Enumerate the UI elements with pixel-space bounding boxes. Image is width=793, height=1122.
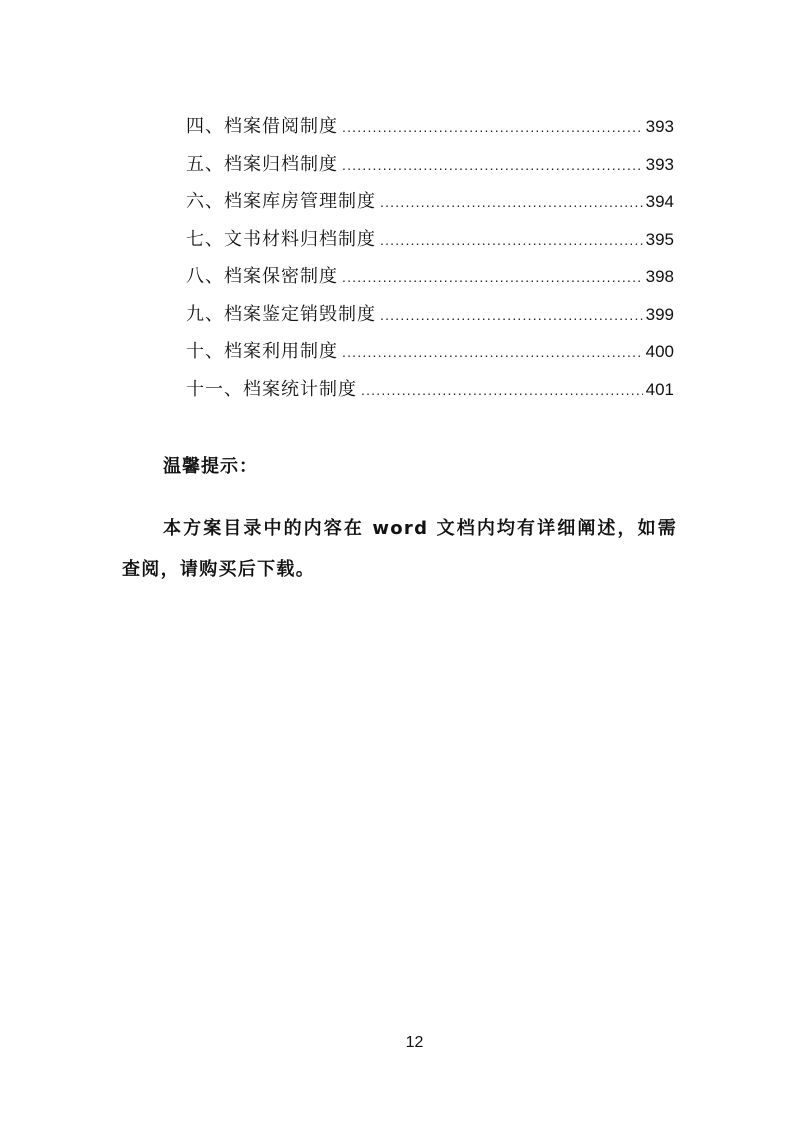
toc-entry[interactable] (186, 187, 674, 225)
toc-entry[interactable] (186, 112, 674, 150)
toc-entry[interactable] (186, 262, 674, 300)
toc-entry-page: 398 (645, 267, 674, 286)
table-of-contents (186, 112, 674, 412)
toc-entry[interactable] (186, 375, 674, 413)
toc-dot-leader (380, 194, 643, 210)
toc-entry-title: 五、档案归档制度 (186, 153, 338, 175)
tip-heading: 温馨提示： (163, 456, 258, 477)
toc-entry[interactable] (186, 337, 674, 375)
toc-dot-leader (361, 382, 643, 398)
toc-entry-title: 九、档案鉴定销毁制度 (186, 303, 376, 325)
toc-entry[interactable] (186, 225, 674, 263)
toc-entry-page: 393 (645, 117, 674, 136)
toc-dot-leader (342, 119, 643, 135)
toc-entry-page: 393 (645, 154, 674, 174)
toc-entry-page: 394 (645, 192, 674, 211)
toc-entry-title: 十、档案利用制度 (186, 341, 338, 362)
toc-entry-title: 六、档案库房管理制度 (186, 191, 376, 212)
tip-body: 本方案目录中的内容在 word 文档内均有详细阐述，如需查阅，请购买后下载。 (122, 518, 677, 580)
toc-entry-page: 399 (645, 304, 674, 324)
toc-entry-page: 395 (645, 229, 674, 249)
toc-dot-leader (342, 344, 643, 360)
toc-entry[interactable] (186, 150, 674, 188)
toc-entry-title: 十一、档案统计制度 (186, 378, 357, 400)
toc-entry-title: 八、档案保密制度 (186, 266, 338, 287)
toc-entry-title: 四、档案借阅制度 (186, 116, 338, 137)
toc-dot-leader (380, 307, 643, 323)
toc-dot-leader (342, 269, 643, 285)
toc-entry-page: 400 (645, 342, 674, 361)
toc-entry[interactable] (186, 300, 674, 338)
page-number: 12 (405, 1034, 424, 1051)
toc-entry-title: 七、文书材料归档制度 (186, 228, 376, 250)
toc-dot-leader (342, 157, 643, 173)
toc-entry-page: 401 (645, 379, 674, 399)
toc-dot-leader (380, 232, 643, 248)
